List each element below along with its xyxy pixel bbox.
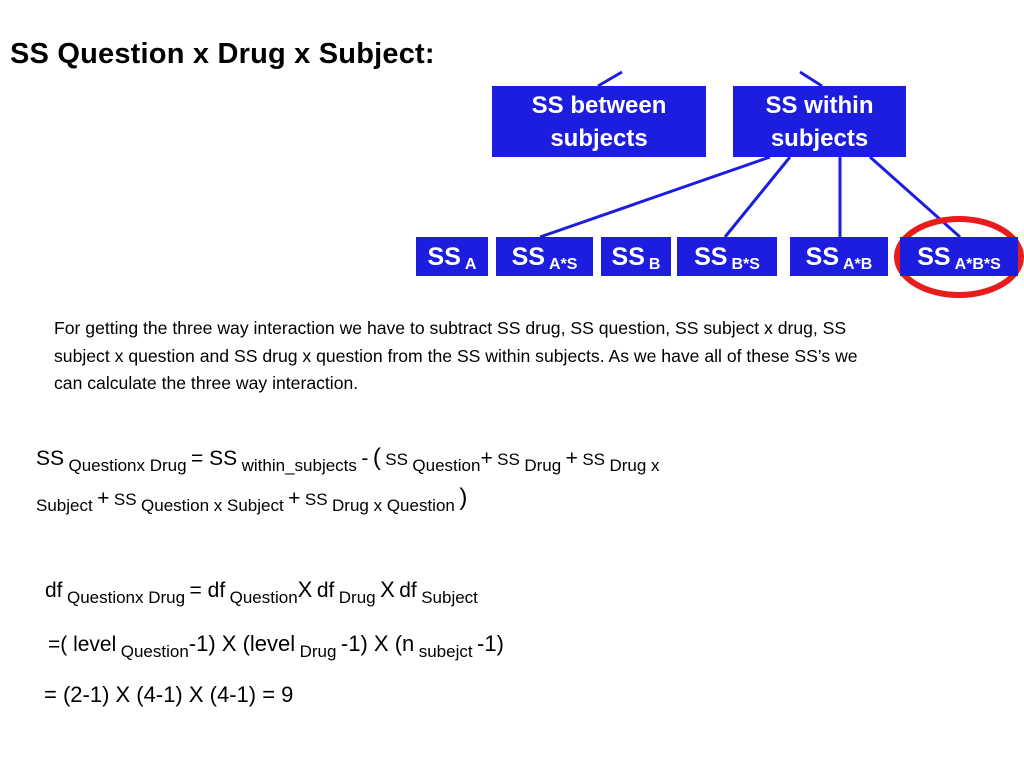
eq-operator: + [565,447,578,470]
term-subscript: A [464,255,477,273]
slide-title: SS Question x Drug x Subject: [10,38,435,70]
eq-subscript: Drug x [609,456,660,475]
eq-term: SS [385,450,408,469]
box-label-line2: subjects [770,124,869,152]
box-label-line1: SS within [765,91,874,119]
term-main: SS [917,243,951,271]
eq-subscript: Subject [36,496,93,515]
eq-subscript: Drug [299,642,337,661]
term-subscript: B*S [731,255,760,273]
eq-term: SS [497,450,520,469]
eq-subscript: Questionx Drug [66,588,186,607]
eq-operator: - [361,447,369,470]
eq-subscript: Question x Subject [141,496,284,515]
term-main: SS [427,243,461,271]
eq-term: = df [189,579,226,602]
df-equation-line-2 [48,631,504,661]
eq-subscript: subejct [418,642,473,661]
term-subscript: B [648,255,661,273]
eq-term: =( level [48,633,117,656]
term-main: SS [611,243,645,271]
eq-term: df [399,579,417,602]
eq-operator: + [480,447,493,470]
eq-subscript: Question [229,588,298,607]
eq-term: -1) [477,631,504,656]
eq-term: SS [113,490,137,509]
eq-term: SS [36,447,65,470]
connector-line [540,157,770,237]
eq-subscript: Questionx Drug [68,456,187,475]
eq-term: -1) X (level [188,631,296,656]
eq-term: SS [582,450,606,469]
eq-operator: + [97,487,110,510]
eq-paren: ( [372,444,381,471]
term-subscript: A*B [843,255,873,273]
term-main: SS [805,243,839,271]
eq-term: SS [304,490,328,509]
eq-subscript: Subject [421,588,478,607]
ss-term-box-a [416,237,488,276]
ss-term-box-b [601,237,671,276]
df-equation-line-1 [45,577,478,607]
connector-line [870,157,960,237]
df-equation-line-3: = (2-1) X (4-1) X (4-1) = 9 [44,682,294,707]
eq-subscript: Drug x Question [332,496,455,515]
term-main: SS [694,243,728,271]
connector-line [598,72,622,86]
eq-subscript: within_subjects [241,456,357,475]
eq-term: df [316,579,335,602]
ss-between-subjects-box [492,86,706,157]
ss-term-box-a-b [790,237,888,276]
eq-subscript: Question [412,456,481,475]
eq-subscript: Drug [524,456,562,475]
eq-paren: ) [459,484,468,511]
eq-operator: + [288,487,301,510]
ss-term-box-b-s [677,237,777,276]
ss-term-box-a-b-s [900,237,1018,276]
ss-equation-line-2 [36,484,468,515]
box-label-line1: SS between [531,91,667,119]
eq-term: -1) X (n [340,631,415,656]
explanation-paragraph: For getting the three way interaction we have to subtract SS drug, SS question, SS subject x drug, SS subject x question and SS drug x question from the SS within subjects. As we have all of these SS’s we can calculate the three way interaction. [54,318,858,393]
term-main: SS [511,243,545,271]
ss-term-box-a-s [496,237,593,276]
eq-operator: X [380,577,395,602]
ss-within-subjects-box [733,86,906,157]
eq-subscript: Question [120,642,189,661]
term-subscript: A*S [548,255,578,273]
box-label-line2: subjects [550,124,648,152]
connector-line [725,157,790,237]
connector-line [800,72,822,86]
eq-operator: X [297,577,313,602]
eq-term: = SS [191,447,238,470]
term-subscript: A*B*S [954,255,1001,273]
eq-term: df [45,579,63,602]
eq-subscript: Drug [338,588,376,607]
ss-equation-line-1 [36,444,660,475]
